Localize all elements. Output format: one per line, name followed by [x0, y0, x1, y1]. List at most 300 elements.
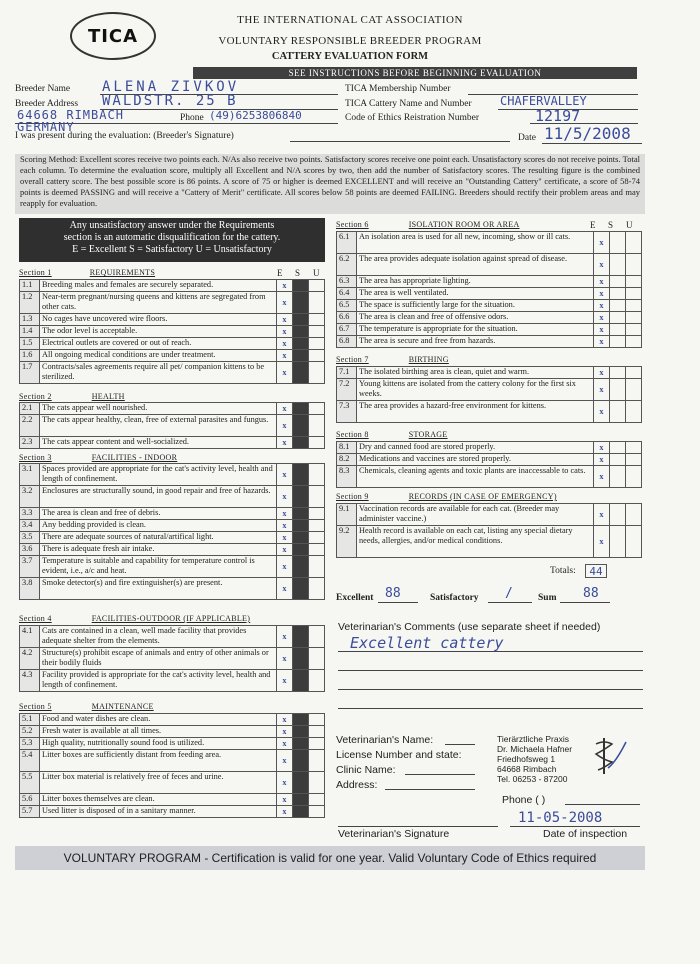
excellent-checkbox[interactable]: x: [277, 486, 293, 508]
membership-label: TICA Membership Number: [345, 84, 451, 94]
section-subtitle: RECORDS (IN CASE OF EMERGENCY): [408, 492, 557, 501]
section-table: [336, 231, 642, 348]
excellent-checkbox[interactable]: x: [277, 738, 293, 750]
evaluation-row: [20, 280, 325, 292]
unsatisfactory-checkbox[interactable]: [626, 288, 642, 300]
breeder-name-label: Breeder Name: [15, 84, 71, 94]
unsatisfactory-checkbox[interactable]: [626, 367, 642, 379]
satisfactory-checkbox: [293, 794, 309, 806]
excellent-checkbox[interactable]: x: [594, 300, 610, 312]
vet-address-label: Address:: [336, 779, 378, 791]
item-text: Fresh water is available at all times.: [40, 726, 277, 738]
totals-box: [585, 564, 607, 578]
unsatisfactory-checkbox[interactable]: [626, 324, 642, 336]
satisfactory-checkbox[interactable]: [610, 526, 626, 558]
item-number: 7.3: [337, 401, 357, 423]
excellent-checkbox[interactable]: x: [277, 648, 293, 670]
section-table: [19, 713, 325, 818]
section-heading: [19, 392, 125, 401]
item-text: The area is clean and free of offensive odors.: [357, 312, 594, 324]
section-subtitle: FACILITIES-OUTDOOR (IF APPLICABLE): [91, 614, 251, 623]
unsatisfactory-checkbox[interactable]: [626, 442, 642, 454]
satisfactory-checkbox: [293, 544, 309, 556]
item-text: High quality, nutritionally sound food is utilized.: [40, 738, 277, 750]
item-text: Vaccination records are available for each cat. (Breeder may administer vaccine.): [357, 504, 594, 526]
item-text: The space is sufficiently large for the situation.: [357, 300, 594, 312]
item-number: 8.2: [337, 454, 357, 466]
unsatisfactory-checkbox[interactable]: [626, 466, 642, 488]
item-number: 9.1: [337, 504, 357, 526]
excellent-checkbox[interactable]: x: [277, 772, 293, 794]
evaluation-row: [20, 714, 325, 726]
section-title: Section 1: [19, 268, 52, 277]
item-number: 3.8: [20, 578, 40, 600]
phone-label: Phone: [180, 113, 204, 123]
item-text: Electrical outlets are covered or out of reach.: [40, 338, 277, 350]
satisfactory-checkbox: [293, 714, 309, 726]
cattery-label: TICA Cattery Name and Number: [345, 99, 472, 109]
evaluation-row: [20, 350, 325, 362]
item-number: 5.7: [20, 806, 40, 818]
satisfactory-checkbox: [293, 726, 309, 738]
excellent-checkbox[interactable]: x: [277, 532, 293, 544]
evaluation-row: [337, 454, 642, 466]
section-title: Section 5: [19, 702, 52, 711]
phone-value: (49)6253806840: [209, 109, 302, 122]
section-heading: [19, 702, 154, 711]
section-subtitle: ISOLATION ROOM OR AREA: [408, 220, 520, 229]
unsatisfactory-checkbox[interactable]: [309, 314, 325, 326]
ethics-value: 12197: [535, 107, 581, 125]
excellent-checkbox[interactable]: x: [594, 401, 610, 423]
item-number: 5.5: [20, 772, 40, 794]
satisfactory-checkbox: [293, 626, 309, 648]
excellent-checkbox[interactable]: x: [277, 403, 293, 415]
unsatisfactory-checkbox[interactable]: [309, 326, 325, 338]
footer-note: VOLUNTARY PROGRAM - Certification is valid for one year. Valid Voluntary Code of Ethics required: [15, 846, 645, 870]
satisfactory-checkbox[interactable]: [610, 336, 626, 348]
excellent-checkbox[interactable]: x: [594, 276, 610, 288]
vet-comments-label: Veterinarian's Comments (use separate sheet if needed): [338, 621, 601, 633]
satisfactory-checkbox: [293, 520, 309, 532]
section-subtitle: STORAGE: [408, 430, 448, 439]
unsatisfactory-checkbox[interactable]: [626, 232, 642, 254]
unsatisfactory-checkbox[interactable]: [626, 312, 642, 324]
item-text: Young kittens are isolated from the cattery colony for the first six weeks.: [357, 379, 594, 401]
satisfactory-checkbox: [293, 437, 309, 449]
stamp-line-5: Tel. 06253 - 87200: [497, 774, 568, 784]
column-header-s: S: [608, 220, 614, 230]
unsatisfactory-checkbox[interactable]: [309, 532, 325, 544]
evaluation-row: [337, 367, 642, 379]
excellent-checkbox[interactable]: x: [277, 314, 293, 326]
unsatisfactory-checkbox[interactable]: [309, 544, 325, 556]
excellent-checkbox[interactable]: x: [594, 232, 610, 254]
item-text: An isolation area is used for all new, incoming, show or ill cats.: [357, 232, 594, 254]
satisfactory-checkbox: [293, 464, 309, 486]
satisfactory-checkbox: [293, 772, 309, 794]
excellent-checkbox[interactable]: x: [277, 578, 293, 600]
unsatisfactory-checkbox[interactable]: [309, 350, 325, 362]
item-text: Litter boxes are sufficiently distant from feeding area.: [40, 750, 277, 772]
item-text: Temperature is suitable and capability for temperature control is evident, i.e., a/c and heat.: [40, 556, 277, 578]
satisfactory-checkbox: [293, 806, 309, 818]
item-number: 4.2: [20, 648, 40, 670]
evaluation-row: [20, 806, 325, 818]
sum-value: 88: [583, 586, 599, 601]
evaluation-row: [20, 486, 325, 508]
breeder-address-value: WALDSTR. 25 B: [102, 93, 238, 109]
excellent-checkbox[interactable]: x: [277, 670, 293, 692]
section-title: Section 6: [336, 220, 369, 229]
satisfactory-checkbox[interactable]: [610, 288, 626, 300]
excellent-checkbox[interactable]: x: [277, 750, 293, 772]
item-text: The area is well ventilated.: [357, 288, 594, 300]
excellent-checkbox[interactable]: x: [594, 466, 610, 488]
section-subtitle: BIRTHING: [408, 355, 449, 364]
evaluation-row: [337, 466, 642, 488]
item-text: The area is clean and free of debris.: [40, 508, 277, 520]
unsatisfactory-checkbox[interactable]: [626, 379, 642, 401]
warning-line-3: E = Excellent S = Satisfactory U = Unsatisfactory: [72, 244, 272, 255]
evaluation-row: [20, 544, 325, 556]
unsatisfactory-checkbox[interactable]: [626, 276, 642, 288]
item-number: 3.2: [20, 486, 40, 508]
satisfactory-checkbox: [293, 280, 309, 292]
unsatisfactory-checkbox[interactable]: [309, 794, 325, 806]
unsatisfactory-checkbox[interactable]: [309, 415, 325, 437]
item-text: Structure(s) prohibit escape of animals and entry of other animals or their bodily fluids: [40, 648, 277, 670]
satisfactory-checkbox: [293, 338, 309, 350]
evaluation-row: [20, 726, 325, 738]
excellent-checkbox[interactable]: x: [594, 454, 610, 466]
evaluation-row: [20, 508, 325, 520]
vet-stamp: [497, 734, 572, 784]
evaluation-row: [20, 626, 325, 648]
item-text: Used litter is disposed of in a sanitary manner.: [40, 806, 277, 818]
vet-name-label: Veterinarian's Name:: [336, 734, 434, 746]
satisfactory-label: Satisfactory: [430, 593, 479, 603]
excellent-checkbox[interactable]: x: [277, 556, 293, 578]
item-number: 3.6: [20, 544, 40, 556]
item-number: 2.3: [20, 437, 40, 449]
org-name: THE INTERNATIONAL CAT ASSOCIATION: [237, 14, 463, 26]
excellent-checkbox[interactable]: x: [277, 338, 293, 350]
satisfactory-checkbox: [293, 648, 309, 670]
section-title: Section 7: [336, 355, 369, 364]
excellent-checkbox[interactable]: x: [594, 312, 610, 324]
item-text: Enclosures are structurally sound, in good repair and free of hazards.: [40, 486, 277, 508]
item-text: All ongoing medical conditions are under treatment.: [40, 350, 277, 362]
evaluation-row: [20, 415, 325, 437]
evaluation-row: [20, 532, 325, 544]
excellent-checkbox[interactable]: x: [277, 508, 293, 520]
satisfactory-checkbox: [293, 326, 309, 338]
caduceus-icon: [586, 734, 630, 778]
unsatisfactory-checkbox[interactable]: [626, 254, 642, 276]
item-text: Food and water dishes are clean.: [40, 714, 277, 726]
item-number: 1.3: [20, 314, 40, 326]
unsatisfactory-checkbox[interactable]: [309, 508, 325, 520]
item-text: Facility provided is appropriate for the cat's activity level, health and length of confinement.: [40, 670, 277, 692]
excellent-checkbox[interactable]: x: [594, 336, 610, 348]
satisfactory-checkbox[interactable]: [610, 379, 626, 401]
evaluation-row: [337, 504, 642, 526]
evaluation-row: [20, 403, 325, 415]
satisfactory-checkbox[interactable]: [610, 504, 626, 526]
excellent-checkbox[interactable]: x: [277, 714, 293, 726]
unsatisfactory-checkbox[interactable]: [626, 300, 642, 312]
section-table: [19, 625, 325, 692]
unsatisfactory-checkbox[interactable]: [309, 292, 325, 314]
excellent-label: Excellent: [336, 593, 374, 603]
item-text: The cats appear well nourished.: [40, 403, 277, 415]
item-text: The cats appear content and well-socialized.: [40, 437, 277, 449]
breeder-city-value: 64668 RIMBACH: [17, 108, 124, 122]
unsatisfactory-checkbox[interactable]: [626, 504, 642, 526]
column-header-e: E: [277, 268, 283, 278]
program-name: VOLUNTARY RESPONSIBLE BREEDER PROGRAM: [218, 35, 482, 47]
satisfactory-value: /: [505, 586, 513, 601]
column-header-e: E: [590, 220, 596, 230]
item-text: No cages have uncovered wire floors.: [40, 314, 277, 326]
evaluation-row: [20, 437, 325, 449]
item-text: The area has appropriate lighting.: [357, 276, 594, 288]
sum-label: Sum: [538, 593, 557, 603]
logo-text: TICA: [87, 25, 139, 47]
item-number: 3.5: [20, 532, 40, 544]
unsatisfactory-checkbox[interactable]: [309, 437, 325, 449]
satisfactory-checkbox[interactable]: [610, 312, 626, 324]
satisfactory-checkbox: [293, 292, 309, 314]
unsatisfactory-checkbox[interactable]: [309, 578, 325, 600]
item-number: 5.1: [20, 714, 40, 726]
item-text: The area provides adequate isolation against spread of disease.: [357, 254, 594, 276]
section-heading: [19, 614, 250, 623]
excellent-checkbox[interactable]: x: [594, 526, 610, 558]
section-table: [19, 463, 325, 600]
item-number: 1.5: [20, 338, 40, 350]
item-text: Contracts/sales agreements require all pet/ companion kittens to be sterilized.: [40, 362, 277, 384]
item-number: 1.1: [20, 280, 40, 292]
item-number: 6.3: [337, 276, 357, 288]
item-number: 2.1: [20, 403, 40, 415]
unsatisfactory-checkbox[interactable]: [309, 648, 325, 670]
unsatisfactory-checkbox[interactable]: [309, 806, 325, 818]
item-number: 6.6: [337, 312, 357, 324]
section-table: [336, 441, 642, 488]
evaluation-row: [20, 648, 325, 670]
unsatisfactory-checkbox[interactable]: [626, 454, 642, 466]
evaluation-row: [20, 794, 325, 806]
evaluation-row: [20, 738, 325, 750]
item-text: The temperature is appropriate for the situation.: [357, 324, 594, 336]
item-text: The area provides a hazard-free environment for kittens.: [357, 401, 594, 423]
excellent-checkbox[interactable]: x: [594, 504, 610, 526]
excellent-checkbox[interactable]: x: [277, 464, 293, 486]
totals-value: 44: [589, 565, 603, 578]
instructions-banner: SEE INSTRUCTIONS BEFORE BEGINNING EVALUATION: [193, 67, 637, 79]
evaluation-row: [337, 232, 642, 254]
item-text: The odor level is acceptable.: [40, 326, 277, 338]
unsatisfactory-checkbox[interactable]: [309, 464, 325, 486]
unsatisfactory-checkbox[interactable]: [626, 401, 642, 423]
unsatisfactory-checkbox[interactable]: [309, 670, 325, 692]
item-number: 3.4: [20, 520, 40, 532]
satisfactory-checkbox: [293, 750, 309, 772]
section-title: Section 8: [336, 430, 369, 439]
excellent-checkbox[interactable]: x: [594, 379, 610, 401]
unsatisfactory-checkbox[interactable]: [309, 750, 325, 772]
excellent-checkbox[interactable]: x: [594, 367, 610, 379]
item-number: 6.4: [337, 288, 357, 300]
vet-clinic-label: Clinic Name:: [336, 764, 396, 776]
satisfactory-checkbox[interactable]: [610, 401, 626, 423]
item-text: Health record is available on each cat, listing any special dietary needs, allergies, and/or medical conditions.: [357, 526, 594, 558]
unsatisfactory-checkbox[interactable]: [309, 403, 325, 415]
evaluation-row: [337, 401, 642, 423]
unsatisfactory-checkbox[interactable]: [309, 520, 325, 532]
unsatisfactory-checkbox[interactable]: [626, 526, 642, 558]
evaluation-row: [337, 379, 642, 401]
satisfactory-checkbox: [293, 578, 309, 600]
unsatisfactory-checkbox[interactable]: [309, 362, 325, 384]
excellent-checkbox[interactable]: x: [594, 324, 610, 336]
item-number: 5.2: [20, 726, 40, 738]
item-number: 6.1: [337, 232, 357, 254]
unsatisfactory-checkbox[interactable]: [309, 714, 325, 726]
item-text: Breeding males and females are securely separated.: [40, 280, 277, 292]
satisfactory-checkbox[interactable]: [610, 254, 626, 276]
item-text: There are adequate sources of natural/artifical light.: [40, 532, 277, 544]
section-table: [336, 503, 642, 558]
item-text: Chemicals, cleaning agents and toxic plants are inaccessable to cats.: [357, 466, 594, 488]
unsatisfactory-checkbox[interactable]: [309, 726, 325, 738]
excellent-checkbox[interactable]: x: [277, 520, 293, 532]
excellent-checkbox[interactable]: x: [277, 292, 293, 314]
item-number: 5.4: [20, 750, 40, 772]
satisfactory-checkbox[interactable]: [610, 454, 626, 466]
unsatisfactory-checkbox[interactable]: [309, 556, 325, 578]
satisfactory-checkbox[interactable]: [610, 300, 626, 312]
excellent-checkbox[interactable]: x: [277, 794, 293, 806]
excellent-checkbox[interactable]: x: [277, 326, 293, 338]
breeder-name-value: ALENA ZIVKOV: [102, 79, 240, 95]
unsatisfactory-checkbox[interactable]: [309, 486, 325, 508]
form-title: CATTERY EVALUATION FORM: [271, 51, 429, 62]
satisfactory-checkbox[interactable]: [610, 276, 626, 288]
unsatisfactory-checkbox[interactable]: [309, 338, 325, 350]
section-title: Section 3: [19, 453, 52, 462]
ethics-label: Code of Ethics Reistration Number: [345, 113, 480, 123]
section-title: Section 4: [19, 614, 52, 623]
stamp-line-2: Dr. Michaela Hafner: [497, 744, 573, 754]
section-heading: [336, 430, 448, 439]
item-number: 3.7: [20, 556, 40, 578]
date-value: 11/5/2008: [544, 124, 631, 143]
section-heading: [19, 268, 320, 278]
unsatisfactory-checkbox[interactable]: [309, 772, 325, 794]
vet-comments-value: Excellent cattery: [350, 634, 504, 652]
evaluation-row: [20, 326, 325, 338]
section-heading: [336, 492, 557, 501]
evaluation-row: [337, 324, 642, 336]
excellent-checkbox[interactable]: x: [594, 254, 610, 276]
unsatisfactory-checkbox[interactable]: [309, 738, 325, 750]
item-number: 8.1: [337, 442, 357, 454]
excellent-checkbox[interactable]: x: [277, 280, 293, 292]
excellent-checkbox[interactable]: x: [277, 806, 293, 818]
item-number: 4.1: [20, 626, 40, 648]
item-text: Litter boxes themselves are clean.: [40, 794, 277, 806]
vet-signature-label: Veterinarian's Signature: [338, 828, 450, 840]
item-text: The cats appear healthy, clean, free of external parasites and fungus.: [40, 415, 277, 437]
evaluation-row: [337, 526, 642, 558]
satisfactory-checkbox[interactable]: [610, 367, 626, 379]
satisfactory-checkbox: [293, 556, 309, 578]
unsatisfactory-checkbox[interactable]: [309, 280, 325, 292]
evaluation-row: [337, 442, 642, 454]
section-title: Section 2: [19, 392, 52, 401]
satisfactory-checkbox[interactable]: [610, 324, 626, 336]
satisfactory-checkbox[interactable]: [610, 466, 626, 488]
evaluation-row: [20, 772, 325, 794]
excellent-checkbox[interactable]: x: [277, 437, 293, 449]
evaluation-row: [20, 520, 325, 532]
item-text: There is adequate fresh air intake.: [40, 544, 277, 556]
satisfactory-checkbox[interactable]: [610, 442, 626, 454]
scoring-method-text: Scoring Method: Excellent scores receive two points each. N/As also receive two points. Satisfactory scores receive one point each. Unsatisfactory scores do not receive points. Total each column. To determine the evaluation score, multiply all Excellent and N/A scores by two, then add the number of Satisfactory scores. The resulting figure is the combined overall cattery score. The best possible score is 86 points. A score of 75 or higher is deemed EXCELLENT and will receive an "Outstanding Cattery" certificate, a score of 58-74 points is deemed PASSING and will receive a "Cattery of Merit" certificate. All scores below 58 points are deemed FAILING. Breeders should rectify their problem areas and may reapply for evaluation.: [15, 154, 645, 214]
excellent-checkbox[interactable]: x: [594, 442, 610, 454]
evaluation-row: [337, 300, 642, 312]
item-text: Medications and vaccines are stored properly.: [357, 454, 594, 466]
warning-line-1: Any unsatisfactory answer under the Requirements: [69, 220, 275, 231]
item-number: 9.2: [337, 526, 357, 558]
item-text: Near-term pregnant/nursing queens and kittens are segregated from other cats.: [40, 292, 277, 314]
section-table: [19, 402, 325, 449]
section-heading: [19, 453, 177, 462]
excellent-checkbox[interactable]: x: [277, 415, 293, 437]
section-subtitle: REQUIREMENTS: [89, 268, 156, 277]
section-subtitle: HEALTH: [91, 392, 125, 401]
satisfactory-checkbox: [293, 486, 309, 508]
item-text: Any bedding provided is clean.: [40, 520, 277, 532]
evaluation-row: [20, 556, 325, 578]
item-number: 1.7: [20, 362, 40, 384]
evaluation-row: [337, 288, 642, 300]
excellent-checkbox[interactable]: x: [277, 726, 293, 738]
satisfactory-checkbox[interactable]: [610, 232, 626, 254]
item-number: 3.3: [20, 508, 40, 520]
evaluation-row: [20, 314, 325, 326]
cattery-value: CHAFERVALLEY: [500, 94, 587, 108]
unsatisfactory-checkbox[interactable]: [309, 626, 325, 648]
stamp-line-3: Friedhofsweg 1: [497, 754, 556, 764]
satisfactory-checkbox: [293, 403, 309, 415]
item-number: 6.8: [337, 336, 357, 348]
excellent-checkbox[interactable]: x: [277, 362, 293, 384]
unsatisfactory-checkbox[interactable]: [626, 336, 642, 348]
excellent-checkbox[interactable]: x: [277, 626, 293, 648]
item-number: 7.2: [337, 379, 357, 401]
excellent-checkbox[interactable]: x: [594, 288, 610, 300]
excellent-checkbox[interactable]: x: [277, 544, 293, 556]
evaluation-row: [337, 312, 642, 324]
evaluation-row: [20, 578, 325, 600]
item-number: 6.5: [337, 300, 357, 312]
evaluation-row: [20, 362, 325, 384]
excellent-checkbox[interactable]: x: [277, 350, 293, 362]
